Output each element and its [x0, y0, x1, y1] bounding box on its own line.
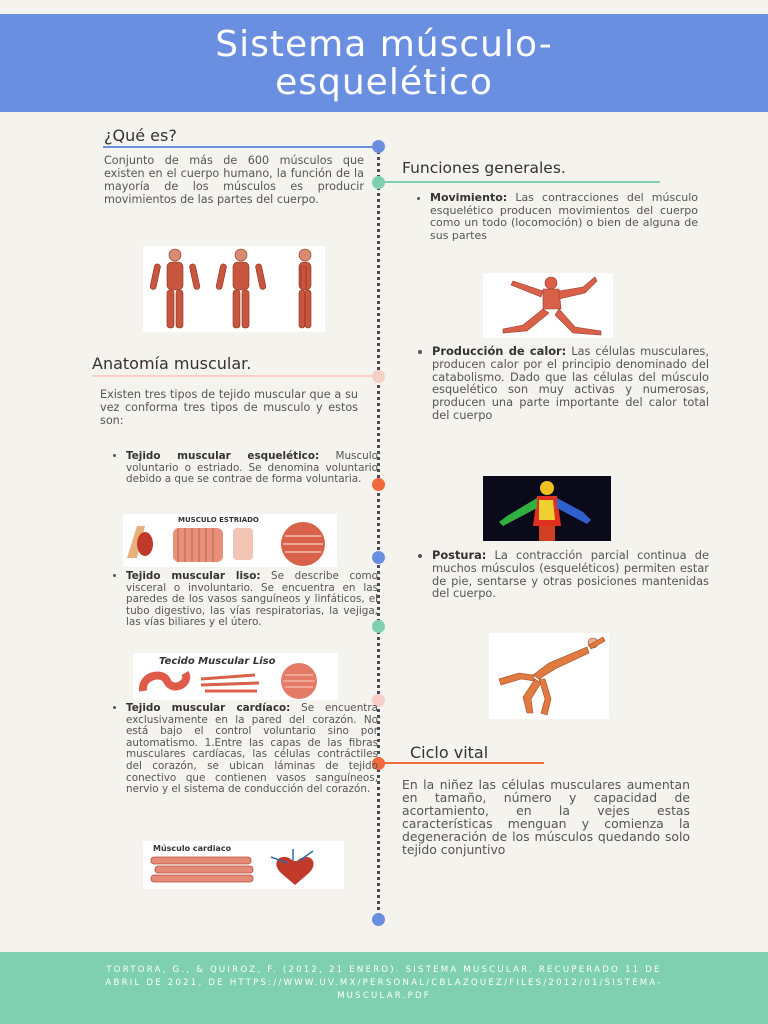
- title-line-2: esquelético: [275, 62, 493, 103]
- description: Las células musculares, producen calor por el principio denominado del catabolismo. Dado que las células del músculo esquelético son muy activas y numerosas, producen una parte importante del calor total del cuerpo: [432, 344, 709, 422]
- term: Movimiento:: [430, 191, 508, 204]
- timeline-line: [377, 146, 380, 922]
- funciones-title: Funciones generales.: [402, 159, 566, 177]
- anatomia-title: Anatomía muscular.: [92, 354, 252, 373]
- que-es-text: Conjunto de más de 600 músculos que existen en el cuerpo humano, la función de la mayoría de los músculos es producir movimientos de las partes del cuerpo.: [104, 154, 364, 206]
- anatomia-intro: Existen tres tipos de tejido muscular que a su vez conforma tres tipos de musculo y estos son:: [100, 388, 358, 427]
- section-underline: [384, 762, 544, 764]
- musculo-cardiaco-image: [143, 841, 344, 889]
- list-item: [430, 192, 698, 242]
- list-item: [126, 703, 378, 796]
- description: Musculo voluntario o estriado. Se denomina voluntario debido a que se contrae de forma voluntaria.: [126, 450, 378, 486]
- que-es-title: ¿Qué es?: [104, 126, 177, 145]
- list-item: [432, 549, 709, 600]
- section-underline: [92, 375, 374, 377]
- footer-citation: [0, 952, 768, 1024]
- term: Tejido muscular liso:: [126, 570, 261, 582]
- anatomia-list-3: [108, 703, 378, 796]
- header-banner: [0, 14, 768, 112]
- ciclo-title: Ciclo vital: [410, 743, 489, 762]
- list-item: [126, 451, 378, 486]
- description: La contracción parcial continua de muchos músculos (esqueléticos) permiten estar de pie, sentarse y otras posiciones mantenidas del cuerpo.: [432, 548, 709, 601]
- timeline-dot: [372, 551, 385, 564]
- funciones-list-1: [412, 192, 698, 242]
- anatomia-list-2: [108, 571, 378, 629]
- section-underline: [103, 146, 375, 148]
- timeline-dot: [372, 913, 385, 926]
- term: Producción de calor:: [432, 344, 567, 358]
- ciclo-text: En la niñez las células musculares aumentan en tamaño, número y capacidad de acortamiento, en la vejes estas características menguan y comienza la degeneración de los músculos quedando solo tejido conjuntivo: [402, 777, 690, 857]
- funciones-list-2: [414, 345, 709, 422]
- term: Postura:: [432, 548, 487, 562]
- musculo-cardiaco-label: Músculo cardiaco: [153, 844, 232, 853]
- list-item: [432, 345, 709, 422]
- description: Se describe como visceral o involuntario. Se encuentra en las paredes de los vasos sanguíneos y linfáticos, el tubo digestivo, las vías respiratorias, la vejiga, las vías biliares y el útero.: [126, 570, 378, 629]
- musculo-estriado-image: [123, 514, 337, 567]
- tecido-liso-image: [133, 653, 338, 700]
- description: Se encuentra exclusivamente en la pared del corazón. No está bajo el control voluntario sino por automatismo. 1.Entre las capas de las fibras musculares cardíacas, las células contráctiles del corazón, se ubican láminas de tejido conectivo que contienen vasos sanguíneos, nervio y el sistema de conducción del corazón.: [126, 702, 378, 796]
- citation-text: TORTORA, G., & QUIROZ, F. (2012, 21 ENERO). SISTEMA MUSCULAR. RECUPERADO 11 DE ABRIL DE 2021, DE HTTPS://WWW.UV.MX/PERSONAL/CBLAZQUEZ/FILES/2012/01/SISTEMA-MUSCULAR.PDF: [105, 965, 663, 1001]
- funciones-list-3: [414, 549, 709, 600]
- postura-image: [489, 633, 609, 719]
- movimiento-image: [483, 273, 613, 338]
- title-line-1: Sistema músculo-: [215, 24, 553, 65]
- anatomia-list-1: [108, 451, 378, 486]
- thermal-body-image: [483, 476, 611, 541]
- term: Tejido muscular cardíaco:: [126, 702, 291, 714]
- list-item: [126, 571, 378, 629]
- muscle-figures-image: [143, 246, 325, 332]
- description: Las contracciones del músculo esquelético producen movimientos del cuerpo como un todo (locomoción) o bien de alguna de sus partes: [430, 191, 698, 242]
- musculo-estriado-label: MUSCULO ESTRIADO: [178, 516, 259, 524]
- section-underline: [384, 181, 660, 183]
- page-title: [0, 14, 768, 102]
- term: Tejido muscular esquelético:: [126, 450, 320, 462]
- tecido-liso-label: Tecido Muscular Liso: [159, 656, 276, 667]
